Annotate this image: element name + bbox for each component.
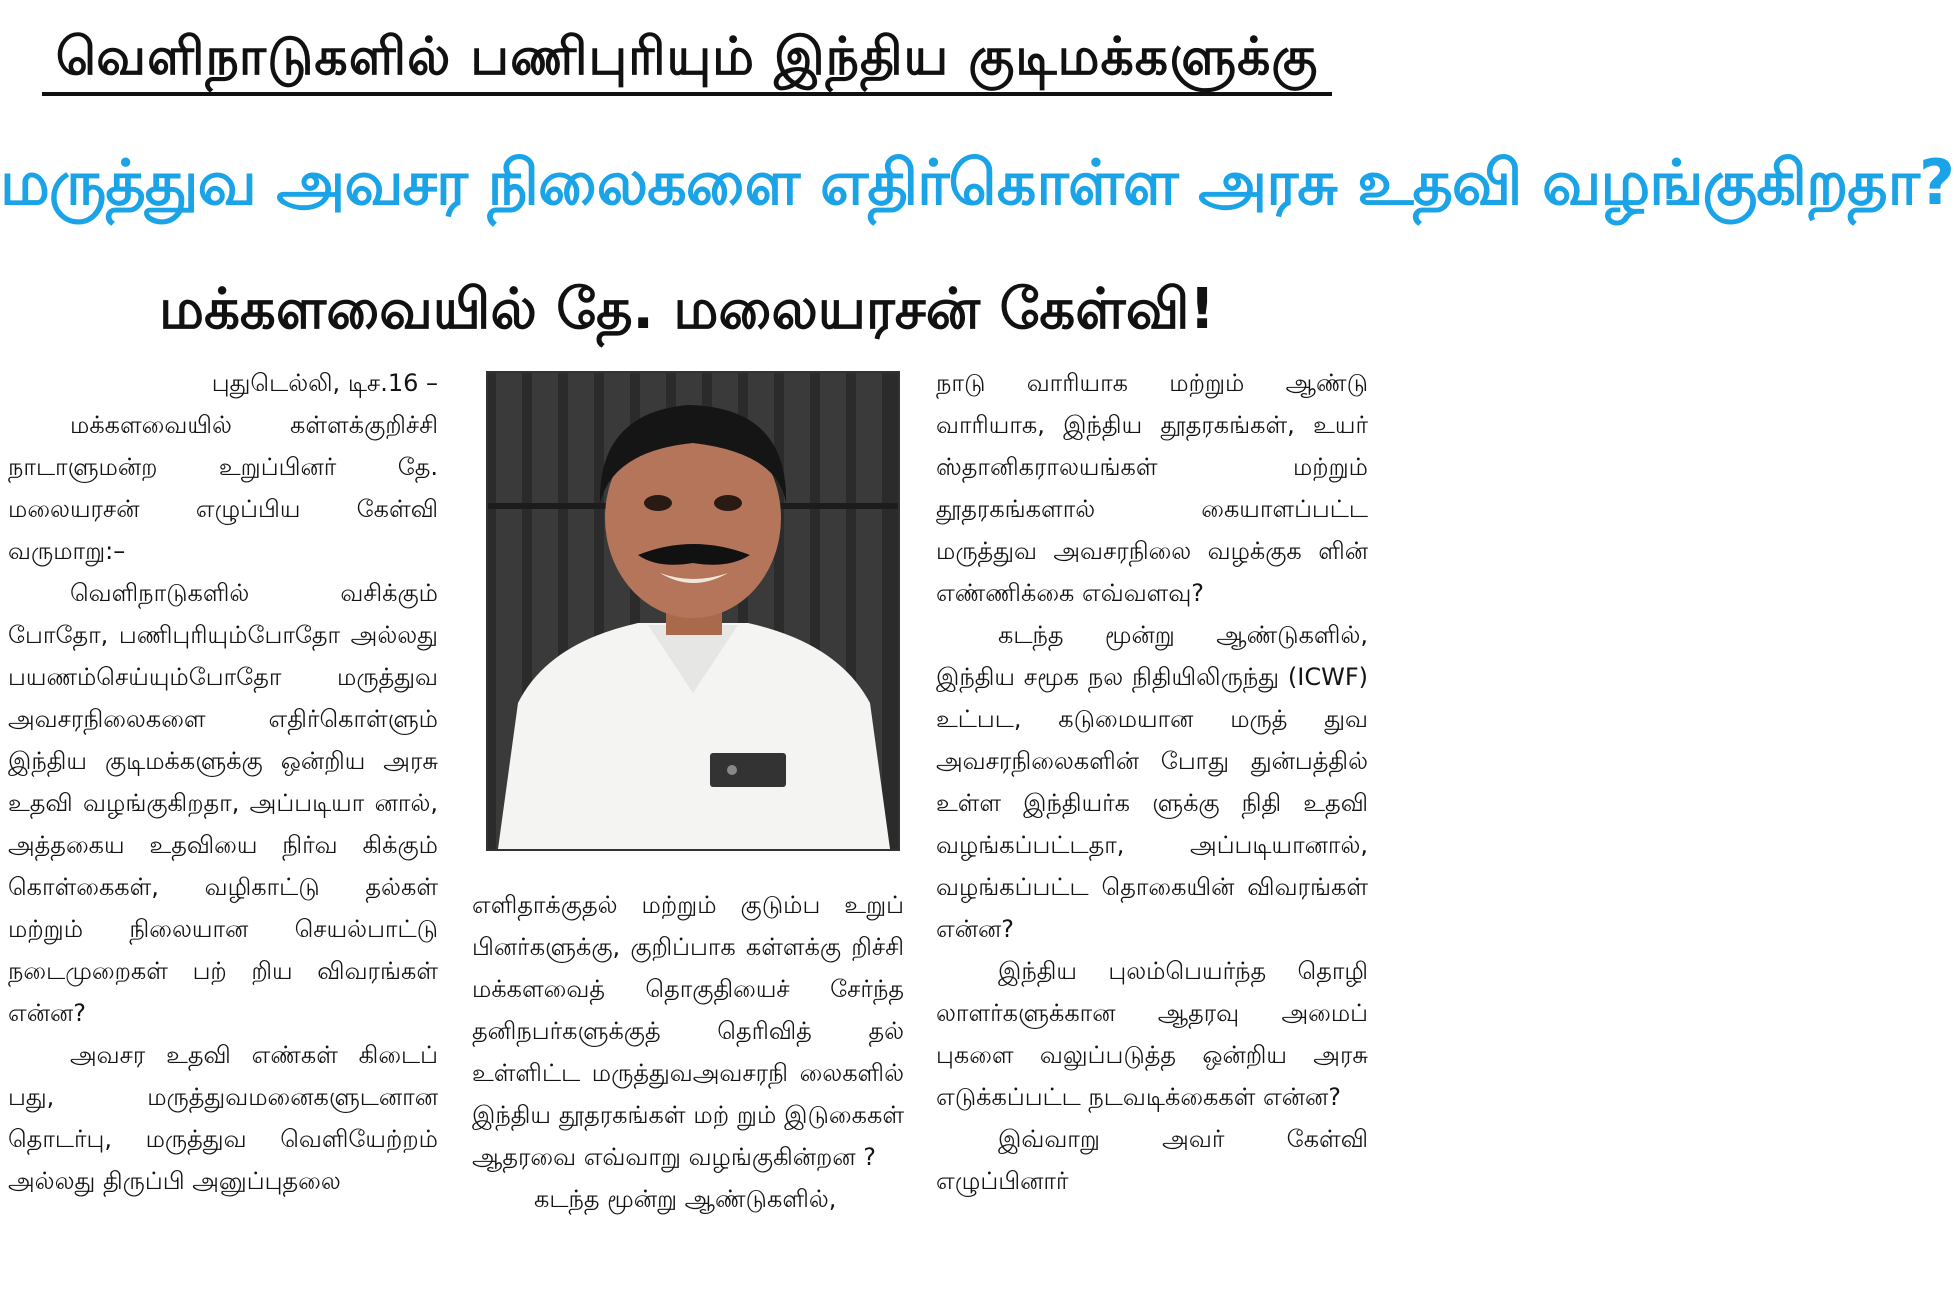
article-paragraph: வெளிநாடுகளில் வசிக்கும் போதோ, பணிபுரியும்போதோ அல்லது பயணம்செய்யும்போதோ மருத்துவ அவசரநிலைகளை எதிர்கொள்ளும் இந்திய குடிமக்களுக்கு ஒன்றிய அரசு உதவி வழங்குகிறதா, அப்படியா னால், அத்தகைய உதவியை நிர்வ கிக்கும் கொள்கைகள், வழிகாட்டு தல்கள் மற்றும் நிலையான செயல்பாட்டு நடைமுறைகள் பற் றிய விவரங்கள் என்ன? bbox=[8, 579, 438, 1027]
article-paragraph: அவசர உதவி எண்கள் கிடைப் பது, மருத்துவமனைகளுடனான தொடர்பு, மருத்துவ வெளியேற்றம் அல்லது திருப்பி அனுப்புதலை bbox=[8, 1041, 438, 1195]
article-paragraph: கடந்த மூன்று ஆண்டுகளில், இந்திய சமூக நல நிதியிலிருந்து (ICWF) உட்பட, கடுமையான மருத் துவ அவசரநிலைகளின் போது துன்பத்தில் உள்ள இந்தியர்க ளுக்கு நிதி உதவி வழங்கப்பட்டதா, அப்படியானால், வழங்கப்பட்ட தொகையின் விவரங்கள் என்ன? bbox=[936, 621, 1368, 943]
article-column-1 bbox=[8, 362, 438, 1202]
article-paragraph: எளிதாக்குதல் மற்றும் குடும்ப உறுப் பினர்களுக்கு, குறிப்பாக கள்ளக்கு றிச்சி மக்களவைத் தொகுதியைச் சேர்ந்த தனிநபர்களுக்குத் தெரிவித் தல் உள்ளிட்ட மருத்துவஅவசரநி லைகளில் இந்திய தூதரகங்கள் மற் றும் இடுகைகள் ஆதரவை எவ்வாறு வழங்குகின்றன ? bbox=[472, 891, 904, 1171]
article-column-3 bbox=[936, 362, 1368, 1202]
dateline: புதுடெல்லி, டிச.16 – bbox=[211, 369, 438, 397]
mp-portrait-photo bbox=[486, 371, 900, 851]
article-column-2 bbox=[472, 884, 904, 1220]
sub-headline: மக்களவையில் தே. மலையரசன் கேள்வி! bbox=[159, 277, 1215, 342]
article-paragraph: கடந்த மூன்று ஆண்டுகளில், bbox=[534, 1185, 837, 1213]
article-paragraph: இந்திய புலம்பெயர்ந்த தொழி லாளர்களுக்கான ஆதரவு அமைப் புகளை வலுப்படுத்த ஒன்றிய அரசு எடுக்கப்பட்ட நடவடிக்கைகள் என்ன? bbox=[936, 957, 1368, 1111]
article-paragraph: நாடு வாரியாக மற்றும் ஆண்டு வாரியாக, இந்திய தூதரகங்கள், உயர் ஸ்தானிகராலயங்கள் மற்றும் தூதரகங்களால் கையாளப்பட்ட மருத்துவ அவசரநிலை வழக்குக ளின் எண்ணிக்கை எவ்வளவு? bbox=[936, 369, 1368, 607]
article-intro: மக்களவையில் கள்ளக்குறிச்சி நாடாளுமன்ற உறுப்பினர் தே. மலையரசன் எழுப்பிய கேள்வி வருமாறு:– bbox=[8, 411, 438, 565]
main-headline: மருத்துவ அவசர நிலைகளை எதிர்கொள்ள அரசு உதவி வழங்குகிறதா? bbox=[0, 146, 1954, 219]
article-closing: இவ்வாறு அவர் கேள்வி எழுப்பினார் bbox=[936, 1125, 1368, 1195]
kicker-headline: வெளிநாடுகளில் பணிபுரியும் இந்திய குடிமக்களுக்கு bbox=[42, 18, 1332, 96]
portrait-illustration bbox=[488, 373, 898, 849]
